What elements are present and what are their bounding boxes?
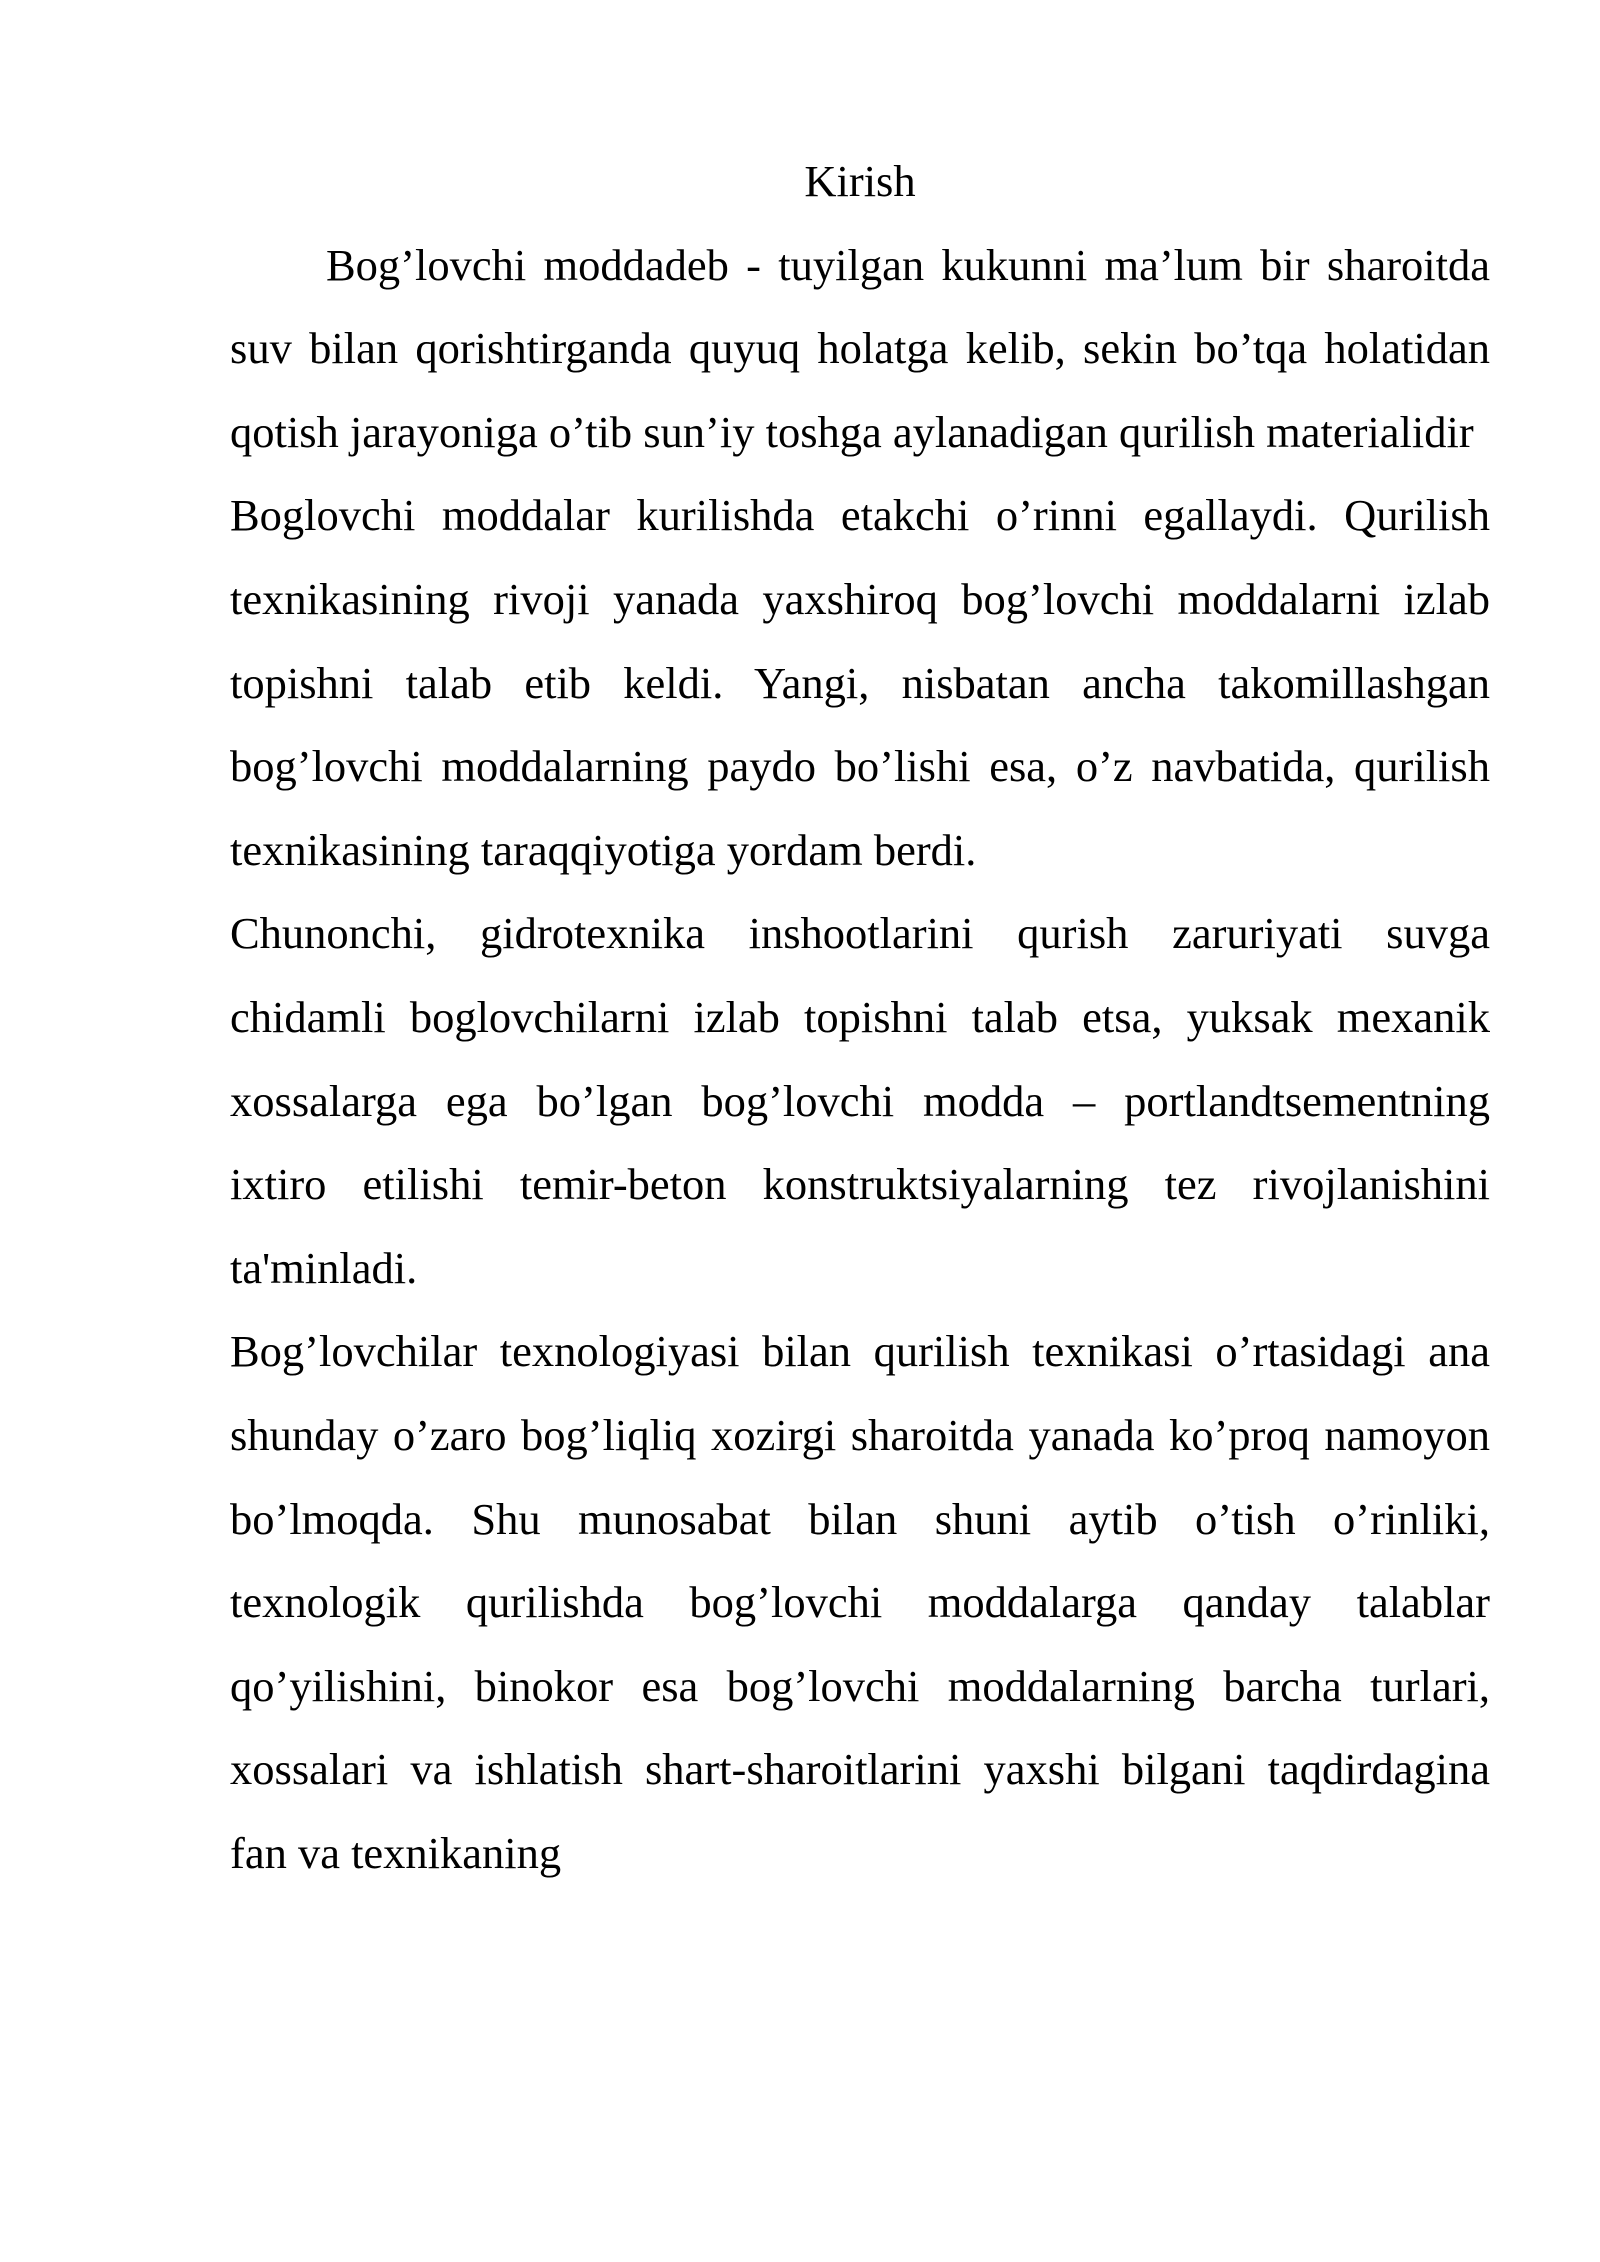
paragraph-hydrotechnical-example: Chunonchi, gidrotexnika inshootlarini qurish zaruriyati suvga chidamli boglovchilarni izlab topishni talab etsa, yuksak mexanik xossalarga ega bo’lgan bog’lovchi modda – portlandtsementning ixtiro etilishi temir-beton konstruktsiyalarning tez rivojlanishini ta'minladi. bbox=[230, 908, 1490, 1293]
document-body bbox=[230, 140, 1490, 1895]
page-title: Kirish bbox=[804, 156, 916, 206]
paragraph-technology-relation: Bog’lovchilar texnologiyasi bilan qurilish texnikasi o’rtasidagi ana shunday o’zaro bog’liqliq xozirgi sharoitda yanada ko’proq namoyon bo’lmoqda. Shu munosabat bilan shuni aytib o’tish o’rinliki, texnologik qurilishda bog’lovchi moddalarga qanday talablar qo’yilishini, binokor esa bog’lovchi moddalarning barcha turlari, xossalari va ishlatish shart-sharoitlarini yaxshi bilgani taqdirdagina fan va texnikaning bbox=[230, 1326, 1490, 1878]
paragraph-role-in-construction: Boglovchi moddalar kurilishda etakchi o’rinni egallaydi. Qurilish texnikasining rivoji yanada yaxshiroq bog’lovchi moddalarni izlab topishni talab etib keldi. Yangi, nisbatan ancha takomillashgan bog’lovchi moddalarning paydo bo’lishi esa, o’z navbatida, qurilish texnikasining taraqqiyotiga yordam berdi. bbox=[230, 490, 1490, 875]
paragraph-definition: Bog’lovchi moddadeb - tuyilgan kukunni ma’lum bir sharoitda suv bilan qorishtirganda quyuq holatga kelib, sekin bo’tqa holatidan qotish jarayoniga o’tib sun’iy toshga aylanadigan qurilish materialidir bbox=[230, 239, 1490, 457]
